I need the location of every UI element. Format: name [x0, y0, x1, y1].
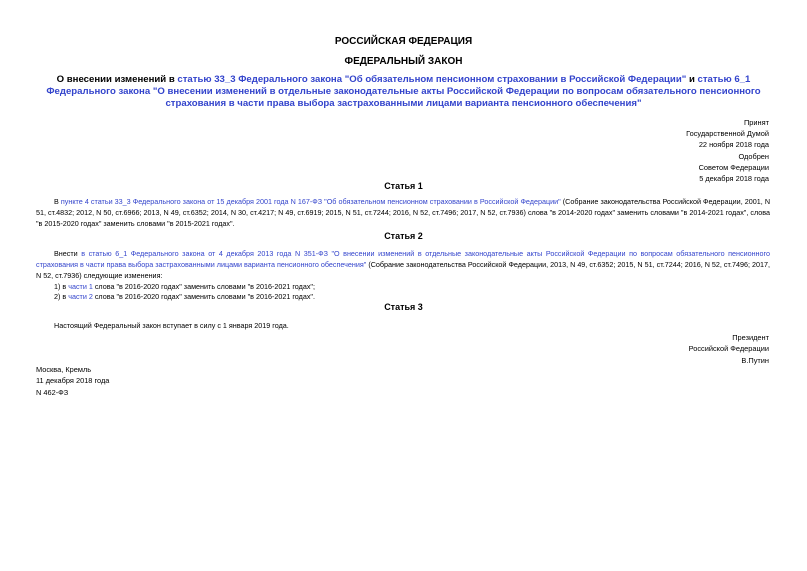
item-1-pre: 1) в — [54, 282, 69, 291]
doc-type-heading: ФЕДЕРАЛЬНЫЙ ЗАКОН — [344, 56, 463, 67]
article-1-link[interactable]: пункте 4 статьи 33_3 Федерального закона от 15 декабря 2001 года N 167-ФЗ "Об обязательном пенсионном страховании в Российской Федерации" — [60, 197, 561, 206]
acceptance-block — [686, 117, 769, 184]
article-2-post: (Собрание законодательства Российской Федерации, 2013, N 49, ст.6352; 2015, N 51, ст.7244; 2016, N 52, ст.7496; 2017, N 52, ст.7936) следующие изменения: — [36, 259, 770, 280]
item-2-post: слова "в 2016-2020 годах" заменить словами "в 2016-2021 годах". — [92, 292, 315, 301]
article-2-pre: Внести — [54, 249, 82, 258]
signer-country: Российской Федерации — [688, 344, 769, 354]
article-3-body: Настоящий Федеральный закон вступает в силу с 1 января 2019 года. — [54, 321, 289, 330]
article-3-text — [36, 321, 770, 332]
law-title — [36, 74, 771, 110]
approved-label: Одобрен — [738, 151, 769, 161]
title-text-mid: и — [686, 74, 698, 85]
place-name: Москва, Кремль — [36, 365, 92, 374]
item-2-link[interactable]: части 2 — [68, 292, 93, 301]
item-1-post: слова "в 2016-2020 годах" заменить словами "в 2016-2021 годах"; — [92, 282, 315, 291]
accepted-date: 22 ноября 2018 года — [698, 140, 769, 150]
article-1-text — [36, 197, 770, 229]
title-link-article-33-3[interactable]: статью 33_3 Федерального закона "Об обязательном пенсионном страховании в Российской Федерации" — [177, 74, 687, 85]
law-number: N 462-ФЗ — [36, 387, 69, 397]
approved-by: Советом Федерации — [698, 162, 769, 172]
article-2-text — [36, 249, 770, 281]
title-link-article-6-1[interactable]: статью 6_1 Федерального закона "О внесении изменений в отдельные законодательные акты Российской Федерации по вопросам обязательного пенсионного страхования в части права выбора застрахованными лицами варианта пенсионного обеспечения" — [46, 74, 761, 109]
accepted-by: Государственной Думой — [686, 129, 769, 139]
article-1-post: (Собрание законодательства Российской Федерации, 2001, N 51, ст.4832; 2012, N 50, ст.6966; 2013, N 49, ст.6352; 2014, N 30, ст.4217; N 49, ст.6919; 2015, N 51, ст.7244; 2016, N 52, ст.7496; 2017, N 52, ст.7936) слова "в 2014-2020 годах" заменить словами "в 2014-2021 годах", слова "в 2015-2020 годах" заменить словами "в 2015-2021 годах". — [36, 197, 771, 228]
signing-date: 11 декабря 2018 года — [36, 376, 110, 386]
item-1-link[interactable]: части 1 — [68, 282, 93, 291]
article-2-heading: Статья 2 — [384, 231, 423, 241]
approved-date: 5 декабря 2018 года — [699, 174, 769, 184]
item-2-pre: 2) в — [54, 292, 69, 301]
signer-title: Президент — [732, 333, 769, 342]
country-heading: РОССИЙСКАЯ ФЕДЕРАЦИЯ — [334, 36, 473, 47]
article-1-pre: В — [54, 197, 61, 206]
article-1-heading: Статья 1 — [384, 181, 423, 191]
article-3-heading: Статья 3 — [384, 302, 423, 312]
title-text-pre: О внесении изменений в — [56, 74, 178, 85]
signature-block — [689, 332, 769, 366]
accepted-label: Принят — [743, 118, 769, 127]
signer-name: В.Путин — [741, 355, 769, 365]
article-2-link[interactable]: в статью 6_1 Федерального закона от 4 декабря 2013 года N 351-ФЗ "О внесении изменений в отдельные законодательные акты Российской Федерации по вопросам обязательного пенсионного страхования в части права выбора застрахованными лицами варианта пенсионного обеспечения" — [36, 249, 770, 269]
place-date-block — [36, 364, 109, 398]
